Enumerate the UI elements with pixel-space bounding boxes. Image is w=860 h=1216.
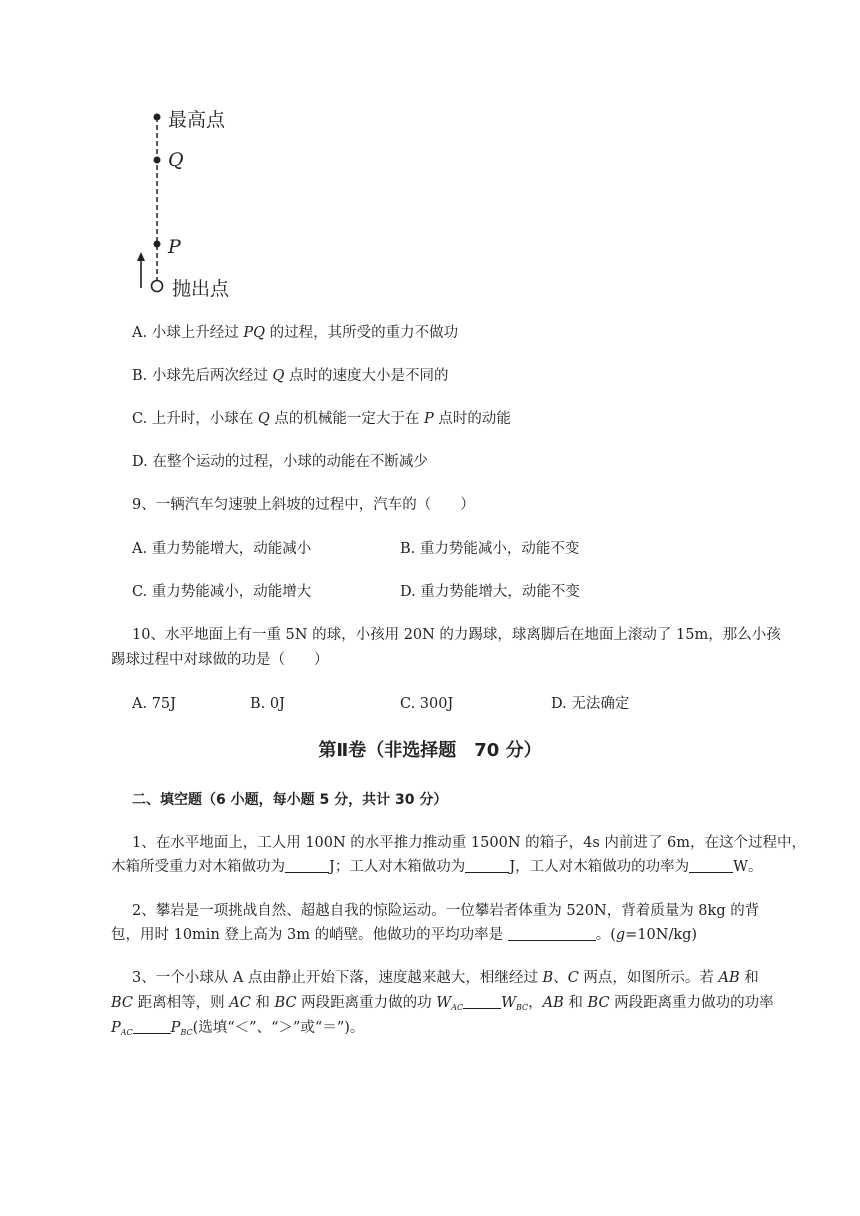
throw-point-circle [152, 281, 163, 292]
f3-var-ab2: AB [542, 995, 564, 1011]
f3-line2 [111, 993, 774, 1018]
q8-option-b [132, 366, 448, 386]
f2-text-b: 。( [595, 927, 616, 943]
f3-var-bc1: BC [111, 995, 134, 1011]
f3-w-bc-sub: BC [516, 1003, 529, 1012]
part2-title: 二、填空题（6 小题，每小题 5 分，共计 30 分） [132, 792, 448, 808]
f3-text-3a: (选填“＜”、“＞”或“＝”)。 [192, 1020, 365, 1036]
q10-option-c: C. 300J [400, 696, 454, 712]
arrow-head-icon [137, 252, 145, 261]
throw-diagram [128, 100, 268, 300]
f3-w-bc: W [501, 995, 517, 1011]
highest-point-label: 最高点 [168, 109, 226, 131]
q10-option-b: B. 0J [250, 696, 285, 712]
q8-c-text3: 点时的动能 [433, 411, 511, 427]
f2-line2 [111, 925, 697, 945]
q8-b-text1: B. 小球先后两次经过 [132, 368, 273, 384]
f3-w-ac-sub: AC [451, 1003, 464, 1012]
f3-p-bc-sub: BC [180, 1028, 193, 1037]
f3-blank-2[interactable] [133, 1019, 171, 1034]
f3-text-a: 3、一个小球从 A 点由静止开始下落，速度越来越大，相继经过 [132, 970, 543, 986]
f3-var-bc2: BC [274, 995, 297, 1011]
section-title: 第Ⅱ卷（非选择题 70 分） [318, 740, 542, 761]
q10-stem-line2: 踢球过程中对球做的功是（ ） [111, 652, 329, 668]
f3-text-2d: 和 [250, 995, 275, 1011]
f3-text-2k: 两段距离重力做功的功率 [609, 995, 774, 1011]
f1-blank-2[interactable] [465, 858, 509, 873]
q10-stem-line1: 10、水平地面上有一重 5N 的球，小孩用 20N 的力踢球，球离脚后在地面上滚动了 15m，那么小孩 [132, 627, 781, 643]
f1-blank-3[interactable] [689, 858, 733, 873]
q8-c-var1: Q [257, 411, 270, 427]
f3-line1 [132, 968, 759, 988]
f3-text-c: 、 [553, 970, 568, 986]
q9-option-c: C. 重力势能减小，动能增大 [132, 584, 312, 600]
q8-c-text1: C. 上升时，小球在 [132, 411, 258, 427]
q10-option-d: D. 无法确定 [551, 696, 630, 712]
f3-text-2f: 两段距离重力做的功 [296, 995, 437, 1011]
f2-g-var: g [615, 927, 626, 943]
f1-line2 [111, 857, 763, 877]
f3-var-ab: AB [718, 970, 740, 986]
q8-option-d: D. 在整个运动的过程，小球的动能在不断减少 [132, 454, 428, 470]
throw-point-label: 抛出点 [172, 278, 230, 300]
f3-var-c: C [567, 970, 579, 986]
f3-text-g: 和 [739, 970, 759, 986]
f1-text-b: J；工人对木箱做功为 [329, 859, 466, 875]
q8-option-c [132, 409, 511, 429]
q8-a-text1: A. 小球上升经过 [132, 325, 244, 341]
q8-b-var: Q [272, 368, 285, 384]
q10-option-a: A. 75J [132, 696, 176, 712]
f3-text-2i: 和 [563, 995, 588, 1011]
f1-text-d: W。 [733, 859, 763, 875]
p-point-label: P [168, 236, 181, 258]
q8-a-text2: 的过程，其所受的重力不做功 [264, 325, 459, 341]
q8-c-var2: P [424, 411, 434, 427]
f3-w-ac: W [436, 995, 452, 1011]
f2-line1: 2、攀岩是一项挑战自然、超越自我的惊险运动。一位攀岩者体重为 520N，背着质量为 8kg 的背 [132, 903, 760, 919]
f3-p-ac: P [111, 1020, 121, 1036]
f3-p-bc: P [170, 1020, 181, 1036]
highest-point-dot [154, 114, 161, 121]
f3-blank-1[interactable] [463, 994, 501, 1009]
f1-text-a: 木箱所受重力对木箱做功为 [111, 859, 285, 875]
f3-line3 [111, 1018, 364, 1043]
f3-var-ac: AC [229, 995, 251, 1011]
f3-var-b: B [542, 970, 554, 986]
f3-text-2g: ， [528, 995, 543, 1011]
f3-text-e: 两点，如图所示。若 [578, 970, 719, 986]
f2-blank[interactable] [508, 926, 596, 941]
f1-blank-1[interactable] [285, 858, 329, 873]
f1-text-c: J，工人对木箱做功的功率为 [509, 859, 690, 875]
q-point-dot [154, 157, 161, 164]
f3-p-ac-sub: AC [120, 1028, 133, 1037]
f1-line1: 1、在水平地面上，工人用 100N 的水平推力推动重 1500N 的箱子，4s 内前进了 6m，在这个过程中， [132, 835, 806, 851]
f3-text-2b: 距离相等，则 [133, 995, 230, 1011]
q9-option-d: D. 重力势能增大，动能不变 [400, 584, 580, 600]
f2-text-a: 包，用时 10min 登上高为 3m 的峭壁。他做功的平均功率是 [111, 927, 508, 943]
f2-text-c: =10N/kg) [625, 927, 698, 943]
q9-option-b: B. 重力势能减小，动能不变 [400, 541, 580, 557]
q8-b-text2: 点时的速度大小是不同的 [284, 368, 449, 384]
q9-option-a: A. 重力势能增大，动能减小 [132, 541, 312, 557]
q9-stem: 9、一辆汽车匀速驶上斜坡的过程中，汽车的（ ） [132, 497, 475, 513]
p-point-dot [154, 241, 161, 248]
q8-c-text2: 点的机械能一定大于在 [269, 411, 425, 427]
q8-option-a [132, 323, 458, 343]
q-point-label: Q [168, 149, 184, 171]
q8-a-var: PQ [243, 325, 265, 341]
f3-var-bc3: BC [587, 995, 610, 1011]
